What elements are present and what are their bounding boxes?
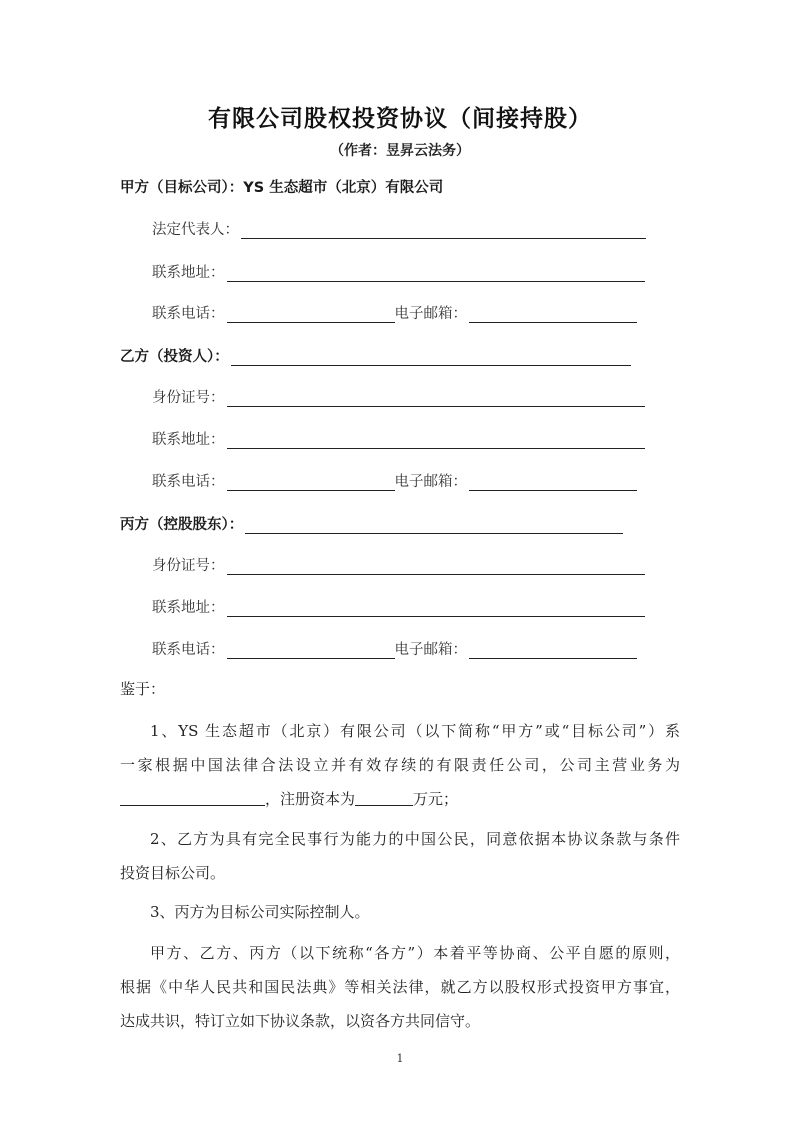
document-title: 有限公司股权投资协议（间接持股）	[208, 106, 592, 132]
party-a-address-row	[152, 261, 645, 282]
page-number: 1	[396, 1052, 404, 1065]
party-b-id-label: 身份证号：	[152, 390, 225, 406]
whereas-heading	[120, 672, 680, 706]
clause-2-line-2: 投资目标公司。	[120, 864, 226, 882]
whereas-text: 鉴于：	[120, 680, 166, 698]
closing-line-1: 甲方、乙方、丙方（以下统称“各方”）本着平等协商、公平自愿的原则，	[150, 944, 680, 962]
party-c-id-label: 身份证号：	[152, 558, 225, 574]
clause-2-line-1: 2、乙方为具有完全民事行为能力的中国公民，同意依据本协议条款与条件	[150, 830, 680, 848]
party-b-address-blank[interactable]	[227, 432, 645, 449]
party-c-id-row	[152, 554, 645, 575]
party-a-legal-rep-blank[interactable]	[241, 222, 646, 239]
party-b-id-blank[interactable]	[227, 390, 645, 407]
registered-capital-blank[interactable]	[355, 787, 413, 806]
party-c-label: 丙方（控股股东）：	[120, 517, 244, 533]
party-b-label: 乙方（投资人）：	[120, 349, 229, 365]
clause-3-line-1: 3、丙方为目标公司实际控制人。	[150, 903, 370, 921]
party-b-phone-label: 联系电话：	[152, 474, 225, 490]
party-c-email-blank[interactable]	[469, 642, 637, 659]
party-b-heading	[120, 345, 631, 366]
registered-capital-label: ，注册资本为	[265, 790, 356, 808]
clause-1-line-2: 一家根据中国法律合法设立并有效存续的有限责任公司，公司主营业务为	[120, 756, 680, 774]
party-c-address-label: 联系地址：	[152, 600, 225, 616]
closing-line-3: 达成共识，特订立如下协议条款，以资各方共同信守。	[120, 1012, 481, 1030]
party-a-heading	[120, 176, 443, 197]
party-c-heading	[120, 513, 623, 534]
party-a-address-label: 联系地址：	[152, 265, 225, 281]
registered-capital-unit: 万元；	[413, 790, 459, 808]
main-business-blank[interactable]	[120, 787, 265, 806]
party-b-email-blank[interactable]	[469, 474, 637, 491]
party-c-contact-row	[152, 638, 637, 659]
party-c-name-blank[interactable]	[245, 517, 623, 534]
party-a-phone-blank[interactable]	[227, 306, 395, 323]
party-a-email-blank[interactable]	[469, 306, 637, 323]
clause-3	[120, 895, 680, 929]
closing-line-2: 根据《中华人民共和国民法典》等相关法律，就乙方以股权形式投资甲方事宜，	[120, 978, 680, 996]
party-b-name-blank[interactable]	[231, 349, 631, 366]
party-c-address-row	[152, 596, 645, 617]
party-c-id-blank[interactable]	[227, 558, 645, 575]
clause-1-line-3	[120, 782, 680, 816]
party-a-legal-rep-label: 法定代表人：	[152, 222, 239, 238]
party-b-address-row	[152, 428, 645, 449]
party-a-legal-rep-row	[152, 218, 646, 239]
party-c-address-blank[interactable]	[227, 600, 645, 617]
party-b-email-label: 电子邮箱：	[394, 474, 467, 490]
clause-2	[120, 822, 680, 890]
party-a-address-blank[interactable]	[227, 265, 645, 282]
party-a-phone-label: 联系电话：	[152, 306, 225, 322]
party-b-phone-blank[interactable]	[227, 474, 395, 491]
document-author: （作者：昱昇云法务）	[330, 143, 470, 159]
party-a-contact-row	[152, 302, 637, 323]
party-c-email-label: 电子邮箱：	[394, 642, 467, 658]
party-b-contact-row	[152, 470, 637, 491]
party-a-name: YS 生态超市（北京）有限公司	[243, 180, 444, 196]
party-c-phone-label: 联系电话：	[152, 642, 225, 658]
party-b-address-label: 联系地址：	[152, 432, 225, 448]
clause-1	[120, 714, 680, 816]
party-c-phone-blank[interactable]	[227, 642, 395, 659]
party-b-id-row	[152, 386, 645, 407]
party-a-label: 甲方（目标公司）：	[120, 180, 244, 196]
closing-paragraph	[120, 936, 680, 1038]
clause-1-line-1: 1、YS 生态超市（北京）有限公司（以下简称“甲方”或“目标公司”）系	[150, 722, 680, 740]
party-a-email-label: 电子邮箱：	[394, 306, 467, 322]
